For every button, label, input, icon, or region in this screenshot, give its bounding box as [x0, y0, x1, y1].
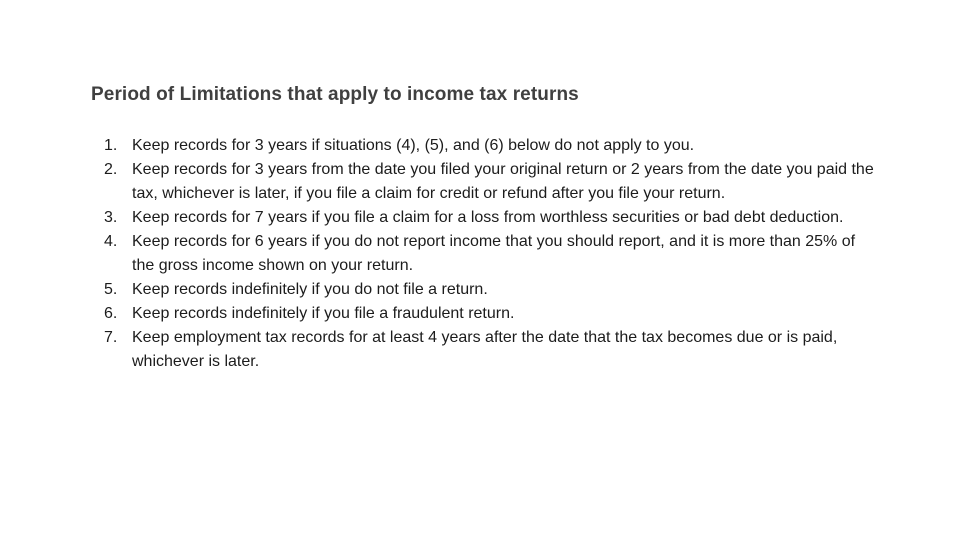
list-item-number: 4. [104, 233, 118, 250]
list-item-text: Keep records for 3 years from the date you filed your original return or 2 years from the date you paid the tax, whichever is later, if you file a claim for credit or refund after you file your return. [132, 161, 874, 202]
list-item-number: 7. [104, 329, 118, 346]
list-item-text: Keep records indefinitely if you file a fraudulent return. [132, 305, 515, 322]
list-item-number: 6. [104, 305, 118, 322]
list-item-number: 3. [104, 209, 118, 226]
list-item [104, 230, 874, 278]
list-item-number: 5. [104, 281, 118, 298]
list-item-number: 1. [104, 137, 118, 154]
list-item [104, 278, 874, 302]
list-item [104, 206, 874, 230]
list-item-text: Keep records indefinitely if you do not file a return. [132, 281, 488, 298]
page-title: Period of Limitations that apply to income tax returns [91, 84, 579, 105]
list-item-text: Keep records for 6 years if you do not report income that you should report, and it is more than 25% of the gross income shown on your return. [132, 233, 856, 274]
rules-list [104, 134, 874, 374]
list-item-text: Keep records for 7 years if you file a claim for a loss from worthless securities or bad debt deduction. [132, 209, 844, 226]
list-item [104, 302, 874, 326]
list-item [104, 326, 874, 374]
list-item-number: 2. [104, 161, 118, 178]
list-item [104, 134, 874, 158]
list-item-text: Keep employment tax records for at least 4 years after the date that the tax becomes due or is paid, whichever is later. [132, 329, 838, 370]
list-item [104, 158, 874, 206]
list-item-text: Keep records for 3 years if situations (4), (5), and (6) below do not apply to you. [132, 137, 695, 154]
